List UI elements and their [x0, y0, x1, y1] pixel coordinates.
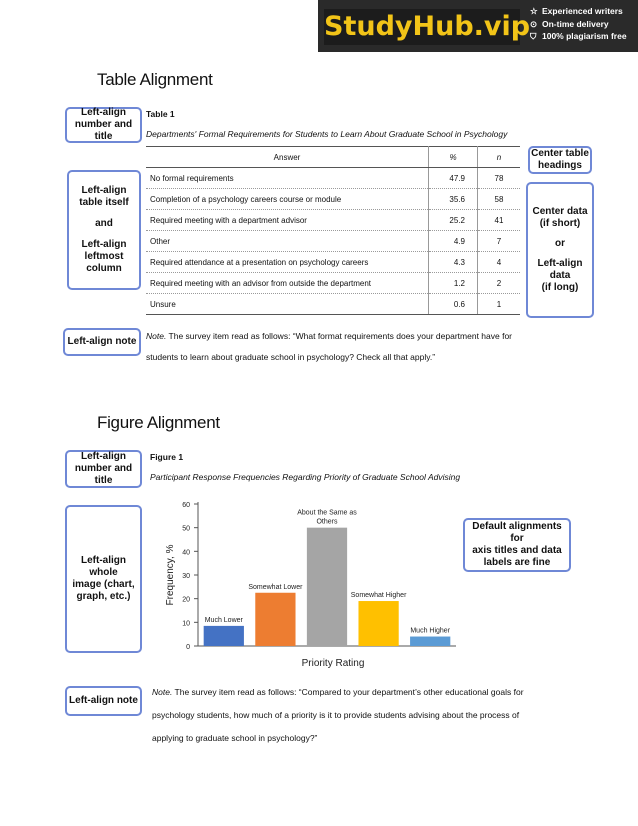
- table-cell: No formal requirements: [146, 168, 429, 189]
- perk-text: On-time delivery: [542, 18, 609, 29]
- y-tick-label: 10: [182, 620, 190, 628]
- callout-line: Center table: [531, 148, 589, 159]
- callout-line: number and title: [74, 119, 133, 142]
- table-row: [146, 210, 520, 231]
- perk-item: [530, 18, 636, 31]
- callout-figure-note: [65, 686, 142, 716]
- note-label: Note.: [146, 331, 167, 341]
- table-row: [146, 294, 520, 315]
- table-cell: 2: [478, 273, 521, 294]
- table-cell: 58: [478, 189, 521, 210]
- table-number: Table 1: [146, 109, 175, 119]
- figure-note-line: psychology students, how much of a priority is it to provide students advising about the process of: [152, 710, 520, 720]
- bar: [358, 601, 398, 646]
- table-header-row: [146, 147, 520, 168]
- figure-title: Participant Response Frequencies Regarding Priority of Graduate School Advising: [150, 472, 461, 482]
- callout-line: axis titles and data: [472, 545, 562, 556]
- callout-line: and: [95, 218, 113, 229]
- callout-line: (if long): [541, 282, 579, 293]
- y-tick-label: 20: [182, 596, 190, 604]
- requirements-table: [146, 146, 520, 315]
- data-label: About the Same as: [297, 509, 357, 517]
- callout-line: Left-align whole: [81, 555, 126, 578]
- table-note-line: [146, 331, 512, 341]
- callout-table-itself: [67, 170, 141, 290]
- table-row: [146, 273, 520, 294]
- callout-line: leftmost column: [84, 251, 124, 274]
- note-text: The survey item read as follows: “What format requirements does your department have for: [168, 331, 512, 341]
- data-label: Much Lower: [204, 616, 243, 624]
- note-text: The survey item read as follows: “Compared to your department’s other educational goals for: [174, 687, 524, 697]
- callout-line: Left-align data: [537, 258, 583, 281]
- table-note-line: students to learn about graduate school in psychology? Check all that apply.”: [146, 352, 436, 362]
- table-cell: 47.9: [429, 168, 478, 189]
- callout-table-note: [63, 328, 141, 356]
- perk-text: Experienced writers: [542, 6, 623, 16]
- bar: [255, 593, 295, 646]
- callout-line: labels are fine: [483, 557, 551, 568]
- callout-line: Left-align note: [67, 336, 137, 347]
- table-cell: 25.2: [429, 210, 478, 231]
- table-row: [146, 231, 520, 252]
- x-axis-title: Priority Rating: [301, 658, 365, 669]
- callout-line: Left-align: [81, 185, 127, 196]
- column-header: %: [429, 147, 478, 168]
- table-row: [146, 189, 520, 210]
- callout-line: Left-align: [81, 451, 126, 462]
- table-cell: Unsure: [146, 294, 429, 315]
- data-label: Somewhat Higher: [350, 592, 407, 600]
- y-axis-title: Frequency, %: [165, 544, 176, 606]
- callout-center-headings: [528, 146, 592, 174]
- callout-line: image (chart,: [72, 579, 135, 590]
- callout-line: table itself: [79, 197, 129, 208]
- table-cell: 78: [478, 168, 521, 189]
- callout-line: Default alignments for: [472, 521, 562, 544]
- table-cell: Required meeting with an advisor from outside the department: [146, 273, 429, 294]
- table-section-heading: Table Alignment: [97, 70, 213, 89]
- table-cell: 35.6: [429, 189, 478, 210]
- column-header: Answer: [146, 147, 429, 168]
- callout-center-data: [526, 182, 594, 318]
- table-row: [146, 168, 520, 189]
- table-cell: Completion of a psychology careers course or module: [146, 189, 429, 210]
- table-cell: 0.6: [429, 294, 478, 315]
- perks-list: [530, 5, 636, 43]
- brand-logo[interactable]: StudyHub.vip: [324, 9, 520, 45]
- table-cell: Required meeting with a department advisor: [146, 210, 429, 231]
- figure-note-line: [152, 687, 524, 697]
- note-label: Note.: [152, 687, 173, 697]
- perk-item: [530, 5, 636, 18]
- callout-line: number and title: [74, 463, 133, 486]
- callout-line: (if short): [539, 218, 581, 229]
- clock-icon: ⊙: [530, 18, 538, 29]
- data-label: Others: [316, 518, 338, 526]
- table-cell: Other: [146, 231, 429, 252]
- bar: [410, 637, 450, 646]
- callout-default-alignments: [463, 518, 571, 572]
- shield-icon: ⛉: [530, 31, 537, 41]
- bar: [307, 528, 347, 646]
- y-tick-label: 30: [182, 573, 190, 580]
- star-icon: ☆: [530, 6, 538, 16]
- table-cell: 4: [478, 252, 521, 273]
- callout-line: headings: [538, 160, 582, 171]
- figure-note-line: applying to graduate school in psychology?”: [152, 733, 318, 743]
- bar: [204, 626, 244, 646]
- figure-number: Figure 1: [150, 452, 184, 462]
- perk-item: [530, 30, 636, 43]
- table-cell: 4.9: [429, 231, 478, 252]
- callout-figure-image: [65, 505, 142, 653]
- table-cell: 7: [478, 231, 521, 252]
- table-row: [146, 252, 520, 273]
- perk-text: 100% plagiarism free: [542, 31, 627, 41]
- table-cell: 4.3: [429, 252, 478, 273]
- table-cell: 1: [478, 294, 521, 315]
- callout-line: Center data: [532, 206, 588, 217]
- table-title: Departments' Formal Requirements for Students to Learn About Graduate School in Psychology: [146, 129, 508, 139]
- callout-figure-number-title: [65, 450, 142, 488]
- data-label: Somewhat Lower: [248, 583, 303, 591]
- column-header: n: [478, 147, 521, 168]
- y-tick-label: 50: [182, 525, 190, 533]
- table-cell: 1.2: [429, 273, 478, 294]
- table-cell: 41: [478, 210, 521, 231]
- figure-section-heading: Figure Alignment: [97, 413, 220, 432]
- y-tick-label: 40: [182, 549, 190, 557]
- callout-line: graph, etc.): [76, 591, 131, 602]
- callout-line: or: [555, 238, 565, 249]
- data-label: Much Higher: [410, 627, 451, 635]
- y-tick-label: 0: [186, 644, 190, 651]
- callout-table-number-title: [65, 107, 142, 143]
- callout-line: Left-align: [81, 107, 126, 118]
- callout-line: Left-align note: [69, 695, 138, 706]
- frequency-bar-chart: [150, 490, 460, 675]
- y-tick-label: 60: [182, 502, 190, 509]
- table-cell: Required attendance at a presentation on psychology careers: [146, 252, 429, 273]
- callout-line: Left-align: [81, 239, 127, 250]
